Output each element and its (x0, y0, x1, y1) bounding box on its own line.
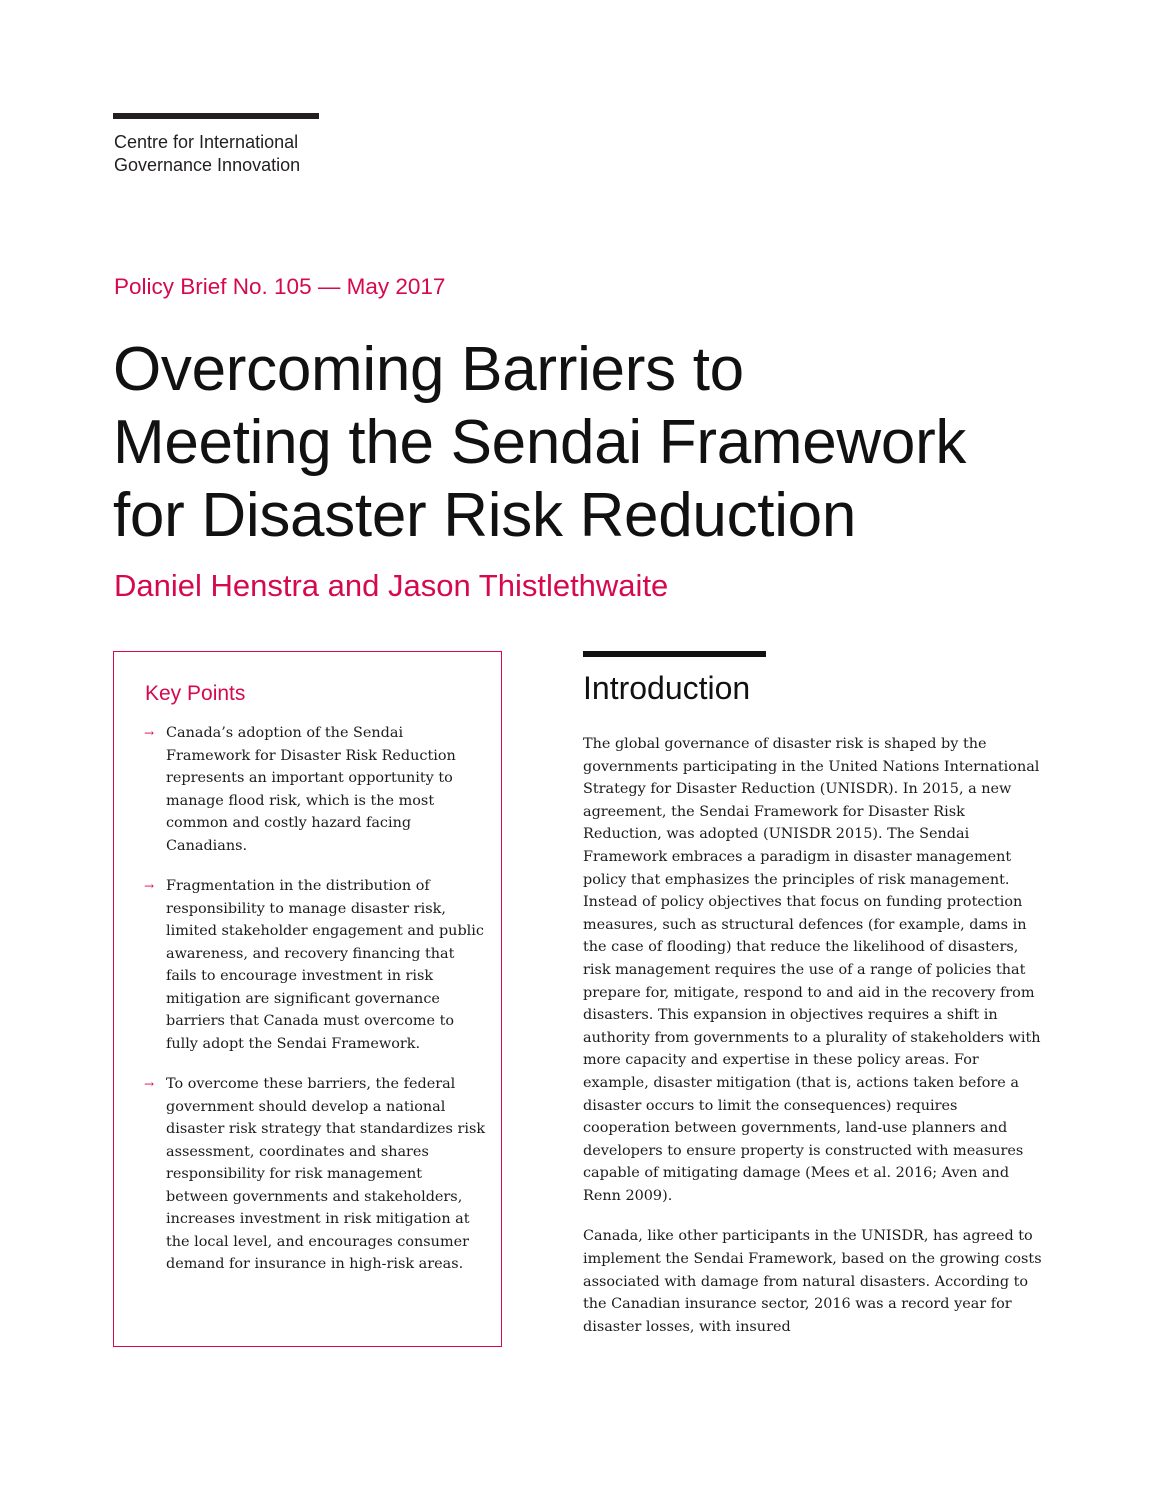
title-line: Meeting the Sendai Framework (113, 408, 967, 477)
key-point-text: Canada’s adoption of the Sendai Framework for Disaster Risk Reduction represents an important opportunity to manage flood risk, which is the most common and costly hazard facing Canadians. (166, 725, 456, 854)
key-points-box (113, 651, 502, 1347)
introduction-rule (583, 651, 766, 657)
arrow-right-icon: → (144, 1077, 155, 1091)
key-point-item (114, 722, 501, 857)
body-paragraph: Canada, like other participants in the UNISDR, has agreed to implement the Sendai Framework, based on the growing costs associated with damage from natural disasters. According to the Canadian insurance sector, 2016 was a record year for disaster losses, with insured (583, 1228, 1042, 1335)
page-title (113, 333, 1113, 552)
authors: Daniel Henstra and Jason Thistlethwaite (114, 568, 669, 603)
title-line: Overcoming Barriers to (113, 335, 744, 404)
key-points-list (114, 722, 501, 1294)
key-points-title: Key Points (145, 682, 246, 705)
organization-name (114, 131, 300, 177)
body-paragraph: The global governance of disaster risk is shaped by the governments participating in the United Nations International Strategy for Disaster Reduction (UNISDR). In 2015, a new agreement, the Sendai Framework for Disaster Risk Reduction, was adopted (UNISDR 2015). The Sendai Framework embraces a paradigm in disaster management policy that emphasizes the principles of risk management. Instead of policy objectives that focus on funding protection measures, such as structural defences (for example, dams in the case of flooding) that reduce the likelihood of disasters, risk management requires the use of a range of policies that prepare for, mitigate, respond to and aid in the recovery from disasters. This expansion in objectives requires a shift in authority from governments to a plurality of stakeholders with more capacity and expertise in these policy areas. For example, disaster mitigation (that is, actions taken before a disaster occurs to limit the consequences) requires cooperation between governments, land-use planners and developers to ensure property is constructed with measures capable of mitigating damage (Mees et al. 2016; Aven and Renn 2009). (583, 736, 1041, 1204)
header-rule (113, 113, 319, 119)
org-line-2: Governance Innovation (114, 155, 301, 175)
key-point-text: To overcome these barriers, the federal government should develop a national disaster risk strategy that standardizes risk assessment, coordinates and shares responsibility for risk management between governments and stakeholders, increases investment in risk mitigation at the local level, and encourages consumer demand for insurance in high-risk areas. (166, 1076, 486, 1272)
introduction-body (583, 733, 1043, 1356)
key-point-item (114, 875, 501, 1055)
title-line: for Disaster Risk Reduction (113, 481, 857, 550)
key-point-text: Fragmentation in the distribution of responsibility to manage disaster risk, limited stakeholder engagement and public awareness, and recovery financing that fails to encourage investment in risk mitigation are significant governance barriers that Canada must overcome to fully adopt the Sendai Framework. (166, 878, 484, 1052)
org-line-1: Centre for International (114, 132, 299, 152)
series-label: Policy Brief No. 105 — May 2017 (114, 274, 446, 299)
key-point-item (114, 1073, 501, 1276)
introduction-heading: Introduction (583, 670, 751, 706)
arrow-right-icon: → (144, 879, 155, 893)
arrow-right-icon: → (144, 726, 155, 740)
